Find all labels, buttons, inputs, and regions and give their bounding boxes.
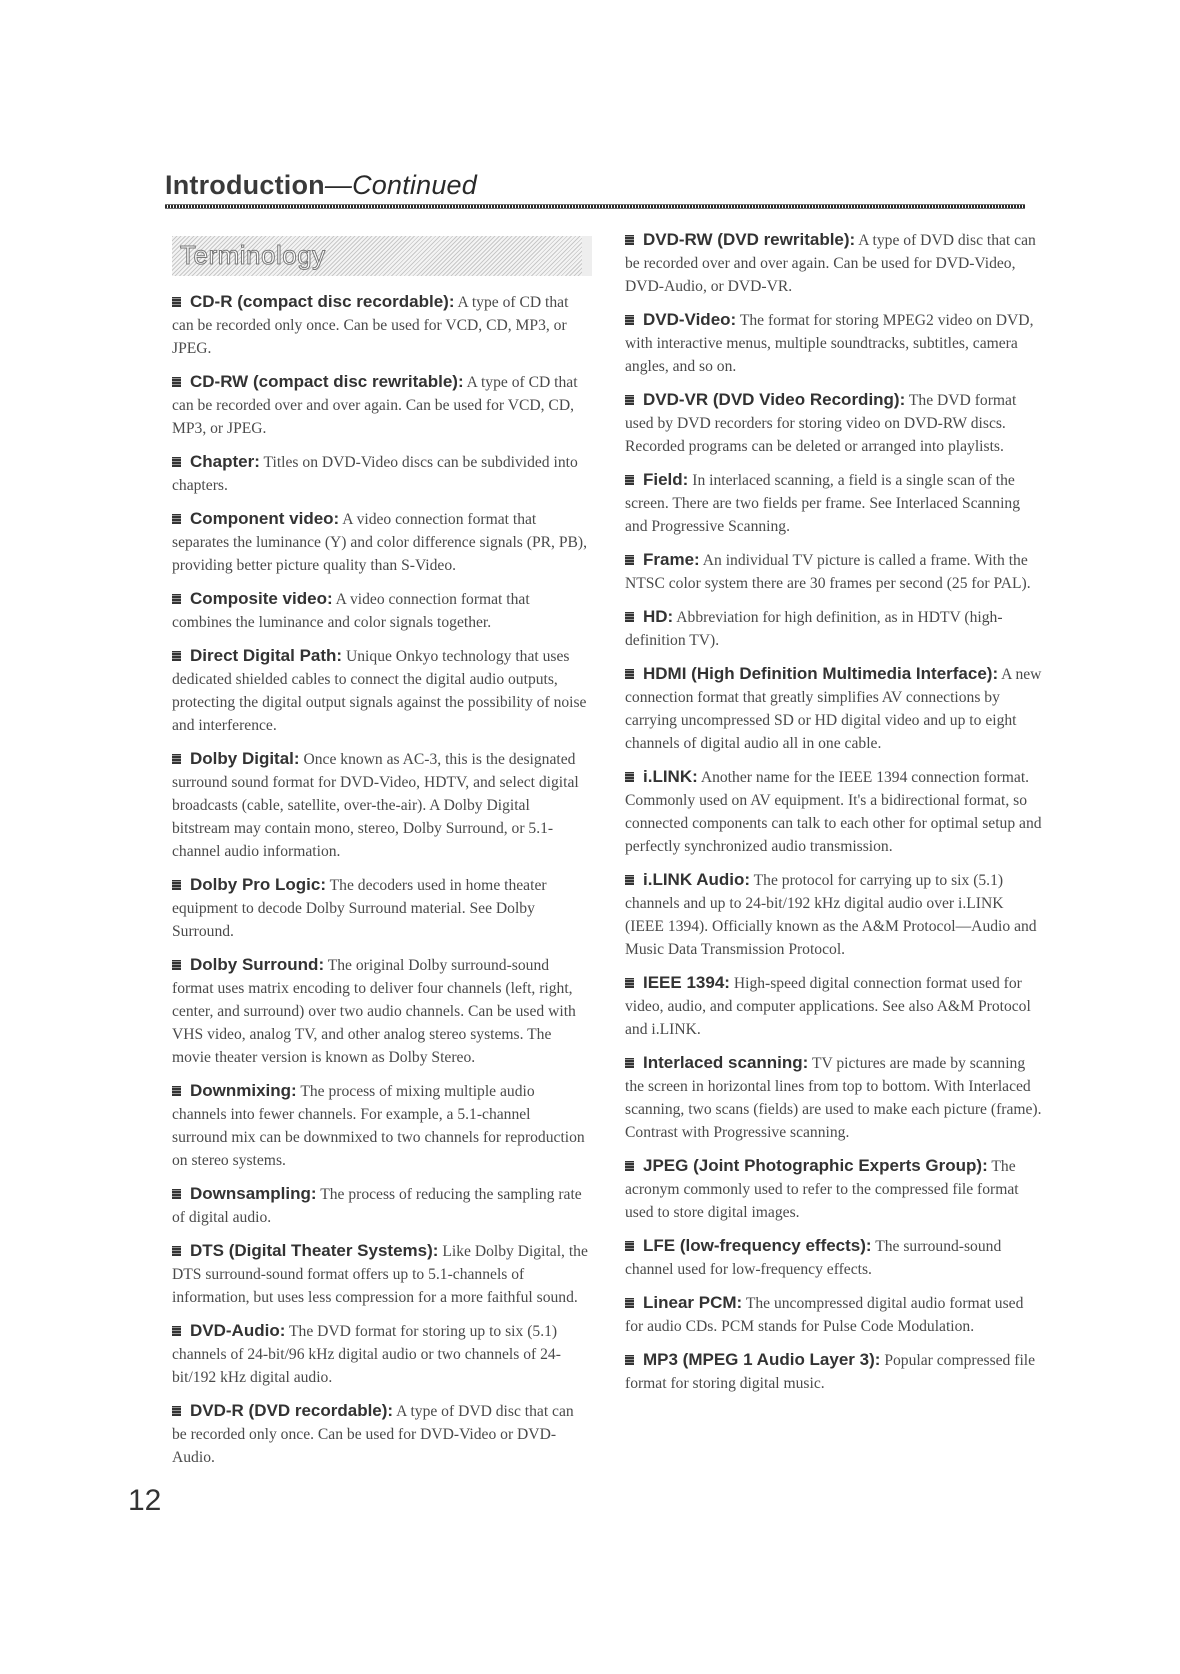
glossary-term: Dolby Digital: — [190, 749, 300, 768]
glossary-entry — [172, 953, 589, 1069]
glossary-definition: A new connection format that greatly simplifies AV connections by carrying uncompressed SD or HD digital video and up to eight channels of digital audio all in one cable. — [625, 666, 1042, 752]
square-bullet-icon — [625, 669, 634, 679]
glossary-definition: Like Dolby Digital, the DTS surround-sound format offers up to 5.1-channels of information, but uses less compression for a more faithful sound. — [172, 1243, 588, 1306]
glossary-term: Interlaced scanning: — [643, 1053, 809, 1072]
glossary-entry — [625, 1154, 1042, 1224]
glossary-term: CD-R (compact disc recordable): — [190, 292, 455, 311]
section-banner — [172, 236, 592, 276]
glossary-entry — [172, 1319, 589, 1389]
glossary-entry — [625, 1234, 1042, 1281]
square-bullet-icon — [172, 1189, 181, 1199]
glossary-entry — [625, 868, 1042, 961]
glossary-term: CD-RW (compact disc rewritable): — [190, 372, 464, 391]
glossary-term: Composite video: — [190, 589, 333, 608]
glossary-entry — [625, 662, 1042, 755]
glossary-entry — [625, 1348, 1042, 1395]
glossary-term: Downmixing: — [190, 1081, 297, 1100]
glossary-entry — [625, 1291, 1042, 1338]
glossary-entry — [625, 388, 1042, 458]
glossary-entry — [625, 605, 1042, 652]
square-bullet-icon — [625, 1241, 634, 1251]
square-bullet-icon — [625, 475, 634, 485]
square-bullet-icon — [172, 880, 181, 890]
glossary-definition: The process of reducing the sampling rate of digital audio. — [172, 1186, 582, 1226]
glossary-term: DVD-Audio: — [190, 1321, 286, 1340]
glossary-definition: An individual TV picture is called a frame. With the NTSC color system there are 30 frames per second (25 for PAL). — [625, 552, 1031, 592]
square-bullet-icon — [625, 612, 634, 622]
glossary-definition: High-speed digital connection format used for video, audio, and computer applications. See also A&M Protocol and i.LINK. — [625, 975, 1031, 1038]
glossary-entry — [625, 308, 1042, 378]
glossary-definition: The DVD format used by DVD recorders for storing video on DVD-RW discs. Recorded programs can be deleted or arranged into playlists. — [625, 392, 1017, 455]
glossary-definition: Once known as AC-3, this is the designated surround sound format for DVD-Video, HDTV, and select digital broadcasts (cable, satellite, over-the-air). A Dolby Digital bitstream may contain mono, stereo, Dolby Surround, or 5.1-channel audio information. — [172, 751, 579, 860]
right-column — [625, 228, 1042, 1405]
glossary-entry — [625, 971, 1042, 1041]
glossary-definition: Abbreviation for high definition, as in HDTV (high-definition TV). — [625, 609, 1003, 649]
square-bullet-icon — [172, 514, 181, 524]
square-bullet-icon — [625, 1161, 634, 1171]
glossary-term: Direct Digital Path: — [190, 646, 343, 665]
glossary-definition: Popular compressed file format for storing digital music. — [625, 1352, 1036, 1392]
glossary-definition: TV pictures are made by scanning the screen in horizontal lines from top to bottom. With Interlaced scanning, two scans (fields) are used to make each picture (frame). Contrast with Progressive scanning. — [625, 1055, 1042, 1141]
title-suffix: —Continued — [324, 170, 477, 200]
square-bullet-icon — [172, 1406, 181, 1416]
glossary-definition: A video connection format that combines the luminance and color signals together. — [172, 591, 530, 631]
glossary-definition: The format for storing MPEG2 video on DVD, with interactive menus, multiple soundtracks, subtitles, camera angles, and so on. — [625, 312, 1034, 375]
glossary-entry — [625, 1051, 1042, 1144]
glossary-entry — [172, 450, 589, 497]
square-bullet-icon — [625, 315, 634, 325]
glossary-definition: A type of CD that can be recorded only once. Can be used for VCD, CD, MP3, or JPEG. — [172, 294, 569, 357]
square-bullet-icon — [625, 395, 634, 405]
glossary-definition: The acronym commonly used to refer to the compressed file format used to store digital images. — [625, 1158, 1019, 1221]
glossary-term: MP3 (MPEG 1 Audio Layer 3): — [643, 1350, 881, 1369]
glossary-entry — [172, 1182, 589, 1229]
square-bullet-icon — [172, 1246, 181, 1256]
glossary-entry — [172, 290, 589, 360]
glossary-definition: The uncompressed digital audio format used for audio CDs. PCM stands for Pulse Code Modulation. — [625, 1295, 1024, 1335]
glossary-term: DVD-VR (DVD Video Recording): — [643, 390, 906, 409]
square-bullet-icon — [625, 978, 634, 988]
glossary-entry — [172, 1079, 589, 1172]
glossary-entry — [172, 587, 589, 634]
title-main: Introduction — [165, 170, 325, 200]
glossary-term: DVD-RW (DVD rewritable): — [643, 230, 856, 249]
glossary-definition: A type of DVD disc that can be recorded over and over again. Can be used for DVD-Video, DVD-Audio, or DVD-VR. — [625, 232, 1036, 295]
glossary-definition: Unique Onkyo technology that uses dedicated shielded cables to connect the digital audio outputs, protecting the digital output signals against the possibility of noise and interference. — [172, 648, 587, 734]
glossary-definition: The decoders used in home theater equipment to decode Dolby Surround material. See Dolby Surround. — [172, 877, 547, 940]
glossary-entry — [625, 228, 1042, 298]
glossary-entry — [172, 1399, 589, 1469]
page-header — [165, 168, 1025, 209]
square-bullet-icon — [625, 555, 634, 565]
glossary-entry — [172, 507, 589, 577]
square-bullet-icon — [172, 594, 181, 604]
square-bullet-icon — [172, 297, 181, 307]
glossary-term: i.LINK: — [643, 767, 698, 786]
glossary-definition: A type of CD that can be recorded over and over again. Can be used for VCD, CD, MP3, or JPEG. — [172, 374, 578, 437]
square-bullet-icon — [172, 651, 181, 661]
glossary-definition: The process of mixing multiple audio channels into fewer channels. For example, a 5.1-channel surround mix can be downmixed to two channels for reproduction on stereo systems. — [172, 1083, 585, 1169]
glossary-definition: Another name for the IEEE 1394 connection format. Commonly used on AV equipment. It's a bidirectional format, so connected components can talk to each other for optimal setup and perfectly synchronized audio transmission. — [625, 769, 1042, 855]
square-bullet-icon — [172, 377, 181, 387]
glossary-entry — [625, 765, 1042, 858]
glossary-entry — [625, 468, 1042, 538]
glossary-definition: In interlaced scanning, a field is a single scan of the screen. There are two fields per frame. See Interlaced Scanning and Progressive Scanning. — [625, 472, 1020, 535]
glossary-term: Frame: — [643, 550, 700, 569]
glossary-term: Linear PCM: — [643, 1293, 743, 1312]
square-bullet-icon — [625, 1058, 634, 1068]
section-title: Terminology — [180, 240, 326, 270]
header-rule — [165, 204, 1025, 209]
glossary-term: Dolby Surround: — [190, 955, 325, 974]
glossary-term: DVD-Video: — [643, 310, 737, 329]
glossary-term: Component video: — [190, 509, 340, 528]
glossary-term: Dolby Pro Logic: — [190, 875, 326, 894]
glossary-term: IEEE 1394: — [643, 973, 730, 992]
glossary-definition: The protocol for carrying up to six (5.1) channels and up to 24-bit/192 kHz digital audio over i.LINK (IEEE 1394). Officially known as the A&M Protocol—Audio and Music Data Transmission Protocol. — [625, 872, 1037, 958]
square-bullet-icon — [172, 754, 181, 764]
square-bullet-icon — [172, 960, 181, 970]
left-column — [172, 236, 589, 1479]
glossary-term: DVD-R (DVD recordable): — [190, 1401, 394, 1420]
square-bullet-icon — [172, 1326, 181, 1336]
glossary-definition: A video connection format that separates the luminance (Y) and color difference signals (PR, PB), providing better picture quality than S-Video. — [172, 511, 587, 574]
glossary-term: Downsampling: — [190, 1184, 317, 1203]
glossary-term: Chapter: — [190, 452, 260, 471]
glossary-term: Field: — [643, 470, 689, 489]
glossary-term: HD: — [643, 607, 674, 626]
glossary-entry — [172, 370, 589, 440]
glossary-entry — [172, 873, 589, 943]
glossary-entry — [172, 644, 589, 737]
square-bullet-icon — [625, 875, 634, 885]
square-bullet-icon — [625, 772, 634, 782]
glossary-definition: A type of DVD disc that can be recorded only once. Can be used for DVD-Video or DVD-Audio. — [172, 1403, 574, 1466]
glossary-entry — [172, 747, 589, 863]
glossary-term: HDMI (High Definition Multimedia Interface): — [643, 664, 999, 683]
glossary-entry — [172, 1239, 589, 1309]
glossary-term: DTS (Digital Theater Systems): — [190, 1241, 439, 1260]
square-bullet-icon — [625, 1298, 634, 1308]
square-bullet-icon — [625, 1355, 634, 1365]
square-bullet-icon — [625, 235, 634, 245]
square-bullet-icon — [172, 457, 181, 467]
glossary-definition: The DVD format for storing up to six (5.1) channels of 24-bit/96 kHz digital audio or two channels of 24-bit/192 kHz digital audio. — [172, 1323, 561, 1386]
glossary-term: LFE (low-frequency effects): — [643, 1236, 872, 1255]
glossary-term: JPEG (Joint Photographic Experts Group): — [643, 1156, 988, 1175]
glossary-definition: The original Dolby surround-sound format uses matrix encoding to deliver four channels (left, right, center, and surround) over two audio channels. Can be used with VHS video, analog TV, and other analog stereo systems. The movie theater version is known as Dolby Stereo. — [172, 957, 576, 1066]
glossary-definition: Titles on DVD-Video discs can be subdivided into chapters. — [172, 454, 578, 494]
square-bullet-icon — [172, 1086, 181, 1096]
page-number: 12 — [128, 1484, 162, 1517]
glossary-definition: The surround-sound channel used for low-frequency effects. — [625, 1238, 1002, 1278]
glossary-entry — [625, 548, 1042, 595]
page-title — [165, 168, 1025, 202]
glossary-term: i.LINK Audio: — [643, 870, 751, 889]
